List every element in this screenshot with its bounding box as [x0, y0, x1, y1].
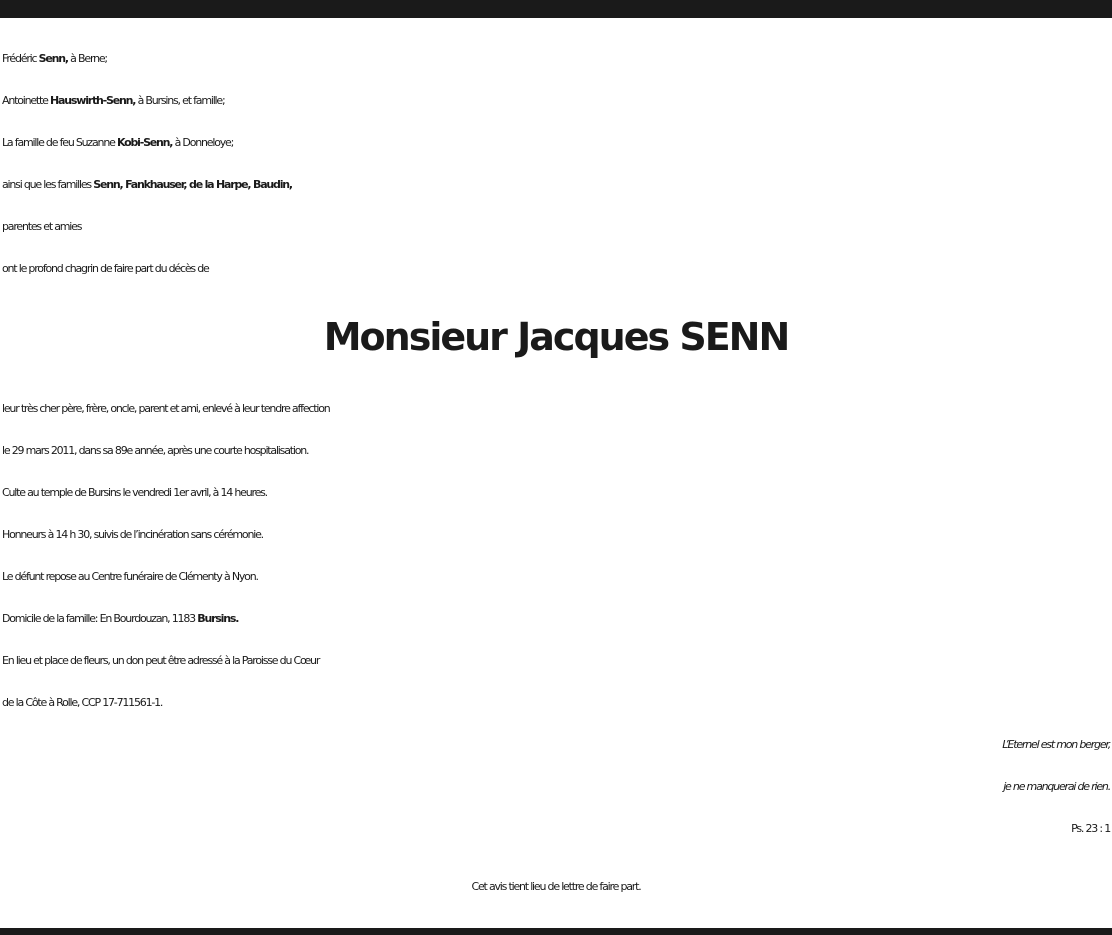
- bottom-rule: [0, 928, 1112, 935]
- family-text: parentes et amies: [2, 220, 82, 233]
- donation-line: En lieu et place de fleurs, un don peut être adressé à la Paroisse du Cœur: [2, 654, 320, 667]
- detail-line: Honneurs à 14 h 30, suivis de l’incinération sans cérémonie.: [2, 528, 263, 541]
- family-text: ainsi que les familles: [2, 178, 94, 191]
- verse-line: je ne manquerai de rien.: [1003, 780, 1110, 793]
- obituary-notice: [2, 38, 1110, 908]
- verse-line: L’Eternel est mon berger,: [1002, 738, 1110, 751]
- deceased-name: Monsieur Jacques SENN: [323, 315, 789, 359]
- family-line: [2, 164, 1110, 206]
- detail-line: Culte au temple de Bursins le vendredi 1er avril, à 14 heures.: [2, 486, 267, 499]
- domicile-text: Domicile de la famille: En Bourdouzan, 1183: [2, 612, 198, 625]
- verse-block: [2, 724, 1110, 850]
- family-text: La famille de feu Suzanne: [2, 136, 117, 149]
- top-rule: [0, 0, 1112, 18]
- family-surname: Senn,: [38, 52, 68, 65]
- detail-line: le 29 mars 2011, dans sa 89e année, après une courte hospitalisation.: [2, 444, 309, 457]
- announcement-text: ont le profond chagrin de faire part du décès de: [2, 262, 209, 275]
- donation-line: de la Côte à Rolle, CCP 17-711561-1.: [2, 696, 163, 709]
- domicile-line: [2, 598, 1110, 640]
- detail-line: Le défunt repose au Centre funéraire de Clémenty à Nyon.: [2, 570, 258, 583]
- family-place: à Bursins, et famille;: [135, 94, 225, 107]
- family-surnames: Senn, Fankhauser, de la Harpe, Baudin,: [93, 178, 292, 191]
- family-text: Frédéric: [2, 52, 39, 65]
- family-line: [2, 122, 1110, 164]
- family-place: à Donneloye;: [172, 136, 234, 149]
- family-surname: Hauswirth-Senn,: [50, 94, 136, 107]
- details-block: [2, 388, 1110, 724]
- closing-note: Cet avis tient lieu de lettre de faire part.: [471, 880, 641, 893]
- family-place: à Berne;: [67, 52, 107, 65]
- detail-line: leur très cher père, frère, oncle, parent et ami, enlevé à leur tendre affection: [2, 402, 330, 415]
- family-line: [2, 38, 1110, 80]
- verse-reference: Ps. 23 : 1: [1071, 822, 1110, 835]
- family-line: [2, 80, 1110, 122]
- family-line: [2, 206, 1110, 248]
- domicile-town: Bursins.: [197, 612, 239, 625]
- family-surname: Kobi-Senn,: [116, 136, 173, 149]
- announcement-line: [2, 248, 1110, 290]
- family-text: Antoinette: [2, 94, 51, 107]
